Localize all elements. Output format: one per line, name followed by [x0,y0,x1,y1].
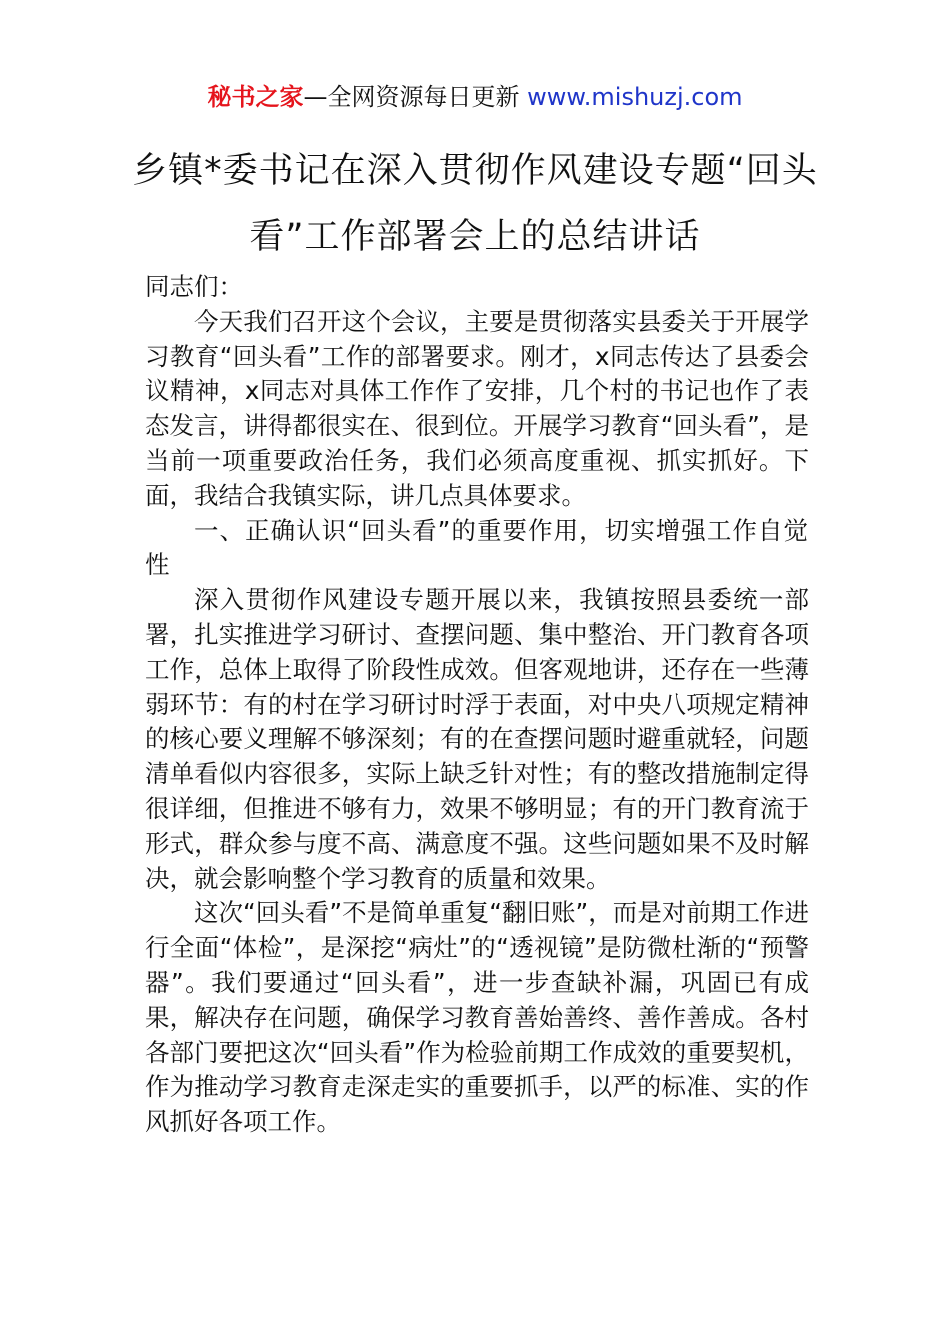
section-heading-1: 一、正确认识“回头看”的重要作用，切实增强工作自觉性 [145,515,809,580]
document-title: 乡镇*委书记在深入贯彻作风建设专题“回头看”工作部署会上的总结讲话 [132,151,818,257]
site-header [0,80,950,114]
paragraph-review-purpose: 这次“回头看”不是简单重复“翻旧账”，而是对前期工作进行全面“体检”，是深挖“病灶”的“透视镜”是防微杜渐的“预警器”。我们要通过“回头看”，进一步查缺补漏，巩固已有成果，解决存在问题，确保学习教育善始善终、善作善成。各村各部门要把这次“回头看”作为检验前期工作成效的重要契机，作为推动学习教育走深走实的重要抓手，以严的标准、实的作风抓好各项工作。 [145,898,809,1137]
site-url-link[interactable]: www.mishuzj.com [527,83,743,111]
paragraph-intro: 今天我们召开这个会议，主要是贯彻落实县委关于开展学习教育“回头看”工作的部署要求。刚才，x同志传达了县委会议精神，x同志对具体工作作了安排，几个村的书记也作了表态发言，讲得都很实在、很到位。开展学习教育“回头看”，是当前一项重要政治任务，我们必须高度重视、抓实抓好。下面，我结合我镇实际，讲几点具体要求。 [145,306,809,510]
site-tagline: —全网资源每日更新 [303,83,520,111]
paragraph-current-situation: 深入贯彻作风建设专题开展以来，我镇按照县委统一部署，扎实推进学习研讨、查摆问题、集中整治、开门教育各项工作，总体上取得了阶段性成效。但客观地讲，还存在一些薄弱环节：有的村在学习研讨时浮于表面，对中央八项规定精神的核心要义理解不够深刻；有的在查摆问题时避重就轻，问题清单看似内容很多，实际上缺乏针对性；有的整改措施制定得很详细，但推进不够有力，效果不够明显；有的开门教育流于形式，群众参与度不高、满意度不强。这些问题如果不及时解决，就会影响整个学习教育的质量和效果。 [145,585,809,893]
greeting: 同志们： [145,272,243,301]
document-body [145,270,809,1140]
site-brand: 秘书之家 [207,83,304,111]
